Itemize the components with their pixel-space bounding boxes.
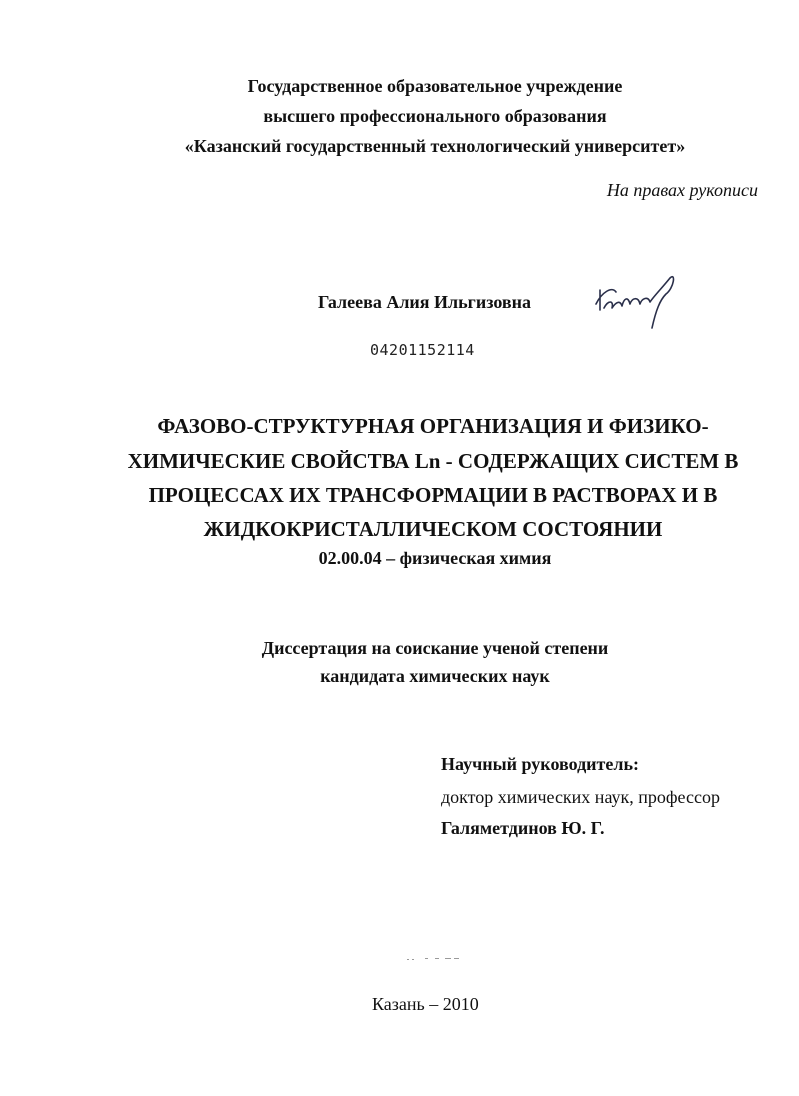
institution-line-1: Государственное образовательное учреждение	[247, 76, 623, 96]
supervisor-name: Галяметдинов Ю. Г.	[441, 818, 605, 838]
institution-line-3: «Казанский государственный технологический университет»	[184, 136, 686, 156]
rights-note: На правах рукописи	[606, 180, 758, 200]
specialty: 02.00.04 – физическая химия	[318, 548, 552, 568]
registration-code: 04201152114	[370, 341, 475, 359]
title-line-4: ЖИДКОКРИСТАЛЛИЧЕСКОМ СОСТОЯНИИ	[203, 517, 663, 541]
title-line-2: ХИМИЧЕСКИЕ СВОЙСТВА Ln - СОДЕРЖАЩИХ СИСТЕМ В	[127, 449, 739, 473]
supervisor-rank: доктор химических наук, профессор	[441, 787, 720, 807]
dissertation-line-2: кандидата химических наук	[320, 666, 550, 686]
author-signature	[590, 270, 690, 332]
place-year: Казань – 2010	[372, 994, 479, 1014]
supervisor-heading: Научный руководитель:	[441, 754, 639, 774]
scan-artifact	[405, 956, 461, 962]
dissertation-line-1: Диссертация на соискание ученой степени	[261, 638, 609, 658]
author-name: Галеева Алия Ильгизовна	[318, 292, 531, 312]
title-line-3: ПРОЦЕССАХ ИХ ТРАНСФОРМАЦИИ В РАСТВОРАХ И В	[148, 483, 718, 507]
title-line-1: ФАЗОВО-СТРУКТУРНАЯ ОРГАНИЗАЦИЯ И ФИЗИКО-	[157, 414, 709, 438]
institution-line-2: высшего профессионального образования	[263, 106, 607, 126]
